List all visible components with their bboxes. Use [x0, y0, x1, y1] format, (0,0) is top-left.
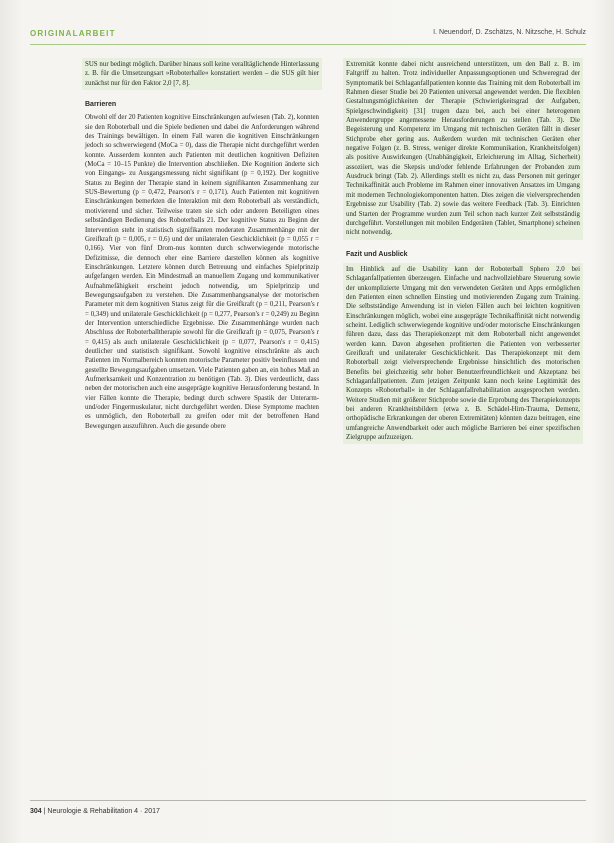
- continued-paragraph-box: [82, 58, 322, 90]
- footer-rule: [30, 800, 586, 801]
- right-highlight-box: [343, 58, 583, 240]
- right-column: [346, 58, 580, 444]
- right-paragraph-2: Im Hinblick auf die Usability kann der Roboterball Sphero 2.0 bei Schlaganfallpatienten überzeugen. Einfache und nachvollziehbare Steuerung sowie der unkomplizierte Umgang mit den verwendeten Geräten und Apps ermöglichen den Patienten einen schnellen Einstieg und motivierenden Zugang zum Training. Die selbstständige Anwendung ist in vielen Fällen auch bei leichten kognitiven Einschränkungen möglich, wobei eine ausgeprägte Technikaffinität nicht notwendig scheint. Lediglich schwerwiegende kognitive und/oder motorische Einschränkungen führen dazu, dass das Therapiekonzept mit dem Roboterball nicht angewendet werden kann. Davon abgesehen profitierten die Patienten von verbesserter Greifkraft und unilateraler Geschicklichkeit. Das Therapiekonzept mit dem Roboterball zeigt vielversprechende Ergebnisse hinsichtlich des motorischen Benefits bei gleichzeitig sehr hoher Benutzerfreundlichkeit und Akzeptanz bei Schlaganfallpatienten. Zum jetzigen Zeitpunkt kann noch keine Legitimität des Konzepts »Roboterball« in der Schlaganfallrehabilitation ausgesprochen werden. Weitere Studien mit größerer Stichprobe sowie die Erprobung des Therapiekonzepts bei anderen Krankheitsbildern (etwa z. B. Schädel-Hirn-Trauma, Demenz, orthopädische Erkrankungen der oberen Extremitäten) könnten dazu beitragen, eine umfangreiche Anwendbarkeit oder auch mögliche Barrieren bei einer spezifischen Zielgruppe aufzuzeigen.: [346, 265, 580, 442]
- page-footer: [30, 808, 160, 815]
- right-paragraph-1: Extremität konnte dabei nicht ausreichend unterstützen, um den Ball z. B. im Faltgriff zu halten. Trotz individueller Anpassungsoptionen und Schweregrad der Symptomatik bei Schlaganfallpatienten konnte das Training mit dem Roboterball im Rahmen dieser Studie bei 20 Patienten universal angewendet werden. Die flexiblen Gestaltungsmöglichkeiten der Therapie (Schwierigkeitsgrad der Aufgaben, Spielgeschwindigkeit) [31] trugen dazu bei, auch bei einer heterogenen Anwendergruppe angemessene Herausforderungen zu stellen (Tab. 3). Die Begeisterung und Kompetenz im Umgang mit technischen Geräten fällt in dieser Stichprobe eher gering aus. Außerdem wurden mit technischen Geräten eher negative Folgen (z. B. Stress, weniger direkte Kommunikation, Krankheitsfolgen) als positive Auswirkungen (Unabhängigkeit, Erleichterung im Alltag, Sicherheit) assoziiert, was die Skepsis und/oder fehlende Erfahrungen der Probanden zum Ausdruck bringt (Tab. 2). Allerdings stellt es nicht zu, dass Personen mit geringer Technikaffinität auch Probleme im Rahmen einer innovativen Ansatzes im Umgang mit modernen Technologiekomponenten hatten. Dies zeigen die vielversprechenden Ergebnisse zur Usability (Tab. 2) sowie das weitere Feedback (Tab. 3). Einrichten und Starten der Programme wurden zum Teil schon nach kurzer Zeit selbstständig durchgeführt. Vorstellungen mit mobilen Endgeräten (Tablet, Smartphone) scheinen nicht notwendig.: [346, 61, 580, 237]
- running-header: [30, 29, 586, 45]
- footer-separator: |: [43, 808, 48, 815]
- header-authors: I. Neuendorf, D. Zschätzs, N. Nitzsche, H. Schulz: [433, 29, 586, 36]
- left-paragraph-2: Obwohl elf der 20 Patienten kognitive Einschränkungen aufwiesen (Tab. 2), konnten sie den Roboterball und die Spiele bedienen und dabei die Anforderungen während des Trainings bewältigen. In einem Fall waren die kognitiven Einschränkungen jedoch so schwerwiegend (MoCa = 0), dass die Therapie nicht durchgeführt werden konnte. Ausserdem konnten auch Patienten mit deutlichen kognitiven Defiziten (MoCa = 10–15 Punkte) die Intervention abschließen. Die Kognition änderte sich von Eingangs- zu Ausgangsmessung nicht signifikant (p = 0,192). Der kognitive Status zu Beginn der Therapie stand in keinem signifikanten Zusammenhang zur SUS-Bewertung (p = 0,472, Pearson's r = 0,171). Auch Patienten mit kognitiven Einschränkungen bemerkten die Interaktion mit dem Roboterball als verständlich, motivierend und sicher. Teilweise traten sie sich oder anderen Beteiligten eines selbständigen Bedienung des Roboterballs 21. Der kognitive Status zu Beginn der Intervention steht in statistisch signifikanten moderaten Zusammenhänge mit der Greifkraft (p = 0,005, r = 0,6) und der unilateralen Geschicklichkeit (p = 0,055 r = 0,166). Vier von fünf Drom-nus konnten durch schwerwiegende motorische Defizitnisse, die dennoch eher eine Barriere darstellen können als kognitive Einschränkungen. Letztere können durch Betreuung und einfaches Spielprinzip aufgefangen werden. Ein Mindestmaß an manuellem Zugang und kommunikativer Aufnahmefähigkeit erscheint jedoch notwendig, um Spielprinzip und Bewegungsaufgaben zu verstehen. Die Zusammenhangsanalyse der motorischen Parameter mit dem kognitiven Status zeigt für die Greifkraft (p = 0,211, Pearson's r = 0,349) und unilaterale Geschicklichkeit (p = 0,277, Pearson's r = 0,249) zu Beginn der Intervention unterschiedliche Ergebnisse. Die Zusammenhänge wurden nach Abschluss der Roboterballtherapie sowohl für die Greifkraft (p = 0,075, Pearson's r = 0,415) als auch unilaterale Geschicklichkeit (p = 0,077, Pearson's r = 0,415) deutlicher und statistisch signifikant. Sowohl kognitive einschränkte als auch Patienten im Normalbereich konnten motorische Parameter positiv beeinflussen und gestellte Bewegungsaufgaben umsetzen. Viele Patienten gaben an, ein hohes Maß an Aufmerksamkeit und Konzentration zu benötigen (Tab. 3). Dies verdeutlicht, dass neben der motorischen auch eine ausgeprägte kognitive Herausforderung bestand. In vier Fällen konnte die Therapie, bedingt durch schwere Spastik der Unterarm- und/oder Fingermuskulatur, nicht durchgeführt werden. Diese Symptome machten es unmöglich, den Roboterball zu greifen oder mit der betroffenen Hand Bewegungen auszuführen. Auch die gesunde obere: [85, 114, 319, 430]
- fazit-box: [343, 263, 583, 445]
- left-column: [85, 58, 319, 431]
- page-number: 304: [30, 808, 42, 815]
- journal-name: Neurologie & Rehabilitation 4 · 2017: [47, 808, 160, 815]
- heading-fazit: Fazit und Ausblick: [346, 250, 408, 258]
- heading-barrieren: Barrieren: [85, 101, 117, 109]
- section-kicker: ORIGINALARBEIT: [30, 29, 116, 38]
- header-rule: [30, 44, 586, 45]
- left-paragraph-1: SUS nur bedingt möglich. Darüber hinaus soll keine veralltäglichende Hinterlassung z. B. für die Umsetzungsart »Roboterhalle« konstatiert werden – die SUS gilt hier zunächst nur für den Faktor 2,0 [7, 8].: [85, 61, 319, 87]
